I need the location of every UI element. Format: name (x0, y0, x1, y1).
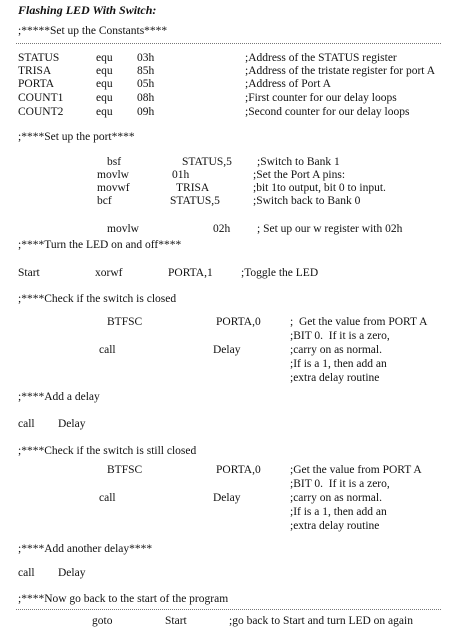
comment-check-switch-still: ;****Check if the switch is still closed (18, 445, 197, 457)
arg: PORTA,0 (216, 464, 261, 476)
instr: call (18, 418, 35, 430)
arg: Delay (213, 492, 241, 504)
const-comment: ;Address of the STATUS register (245, 52, 397, 64)
const-comment: ;Address of Port A (245, 78, 331, 90)
const-name: STATUS (18, 52, 60, 64)
instr: movwf (97, 182, 130, 194)
const-name: COUNT2 (18, 106, 64, 118)
comment-check-switch: ;****Check if the switch is closed (18, 293, 177, 305)
asm-comment: ;extra delay routine (290, 520, 380, 532)
arg: 02h (213, 223, 231, 235)
const-name: COUNT1 (18, 92, 64, 104)
asm-comment: ; Get the value from PORT A (290, 316, 428, 328)
const-op: equ (96, 65, 113, 77)
arg: PORTA,0 (216, 316, 261, 328)
const-value: 05h (137, 78, 155, 90)
instr: movlw (97, 169, 129, 181)
instr: bcf (97, 195, 112, 207)
comment-go-back: ;****Now go back to the start of the program (18, 593, 229, 605)
const-op: equ (96, 78, 113, 90)
asm-comment: ;bit 1to output, bit 0 to input. (253, 182, 386, 194)
const-value: 85h (137, 65, 155, 77)
comment-port: ;****Set up the port**** (18, 131, 135, 143)
const-comment: ;Address of the tristate register for port A (245, 65, 436, 77)
instr: call (99, 344, 116, 356)
const-value: 08h (137, 92, 155, 104)
instr: BTFSC (107, 464, 143, 476)
const-op: equ (96, 92, 113, 104)
const-op: equ (96, 52, 113, 64)
asm-comment: ;BIT 0. If it is a zero, (290, 478, 390, 490)
arg: PORTA,1 (168, 267, 213, 279)
comment-add-another-delay: ;****Add another delay**** (18, 543, 153, 555)
const-name: PORTA (18, 78, 55, 90)
arg: Delay (58, 567, 86, 579)
instr: goto (92, 615, 113, 627)
instr: xorwf (95, 267, 123, 279)
instr: movlw (107, 223, 139, 235)
asm-comment: ;Toggle the LED (241, 267, 319, 279)
const-name: TRISA (18, 65, 52, 77)
asm-label: Start (18, 267, 40, 279)
const-op: equ (96, 106, 113, 118)
instr: bsf (107, 156, 122, 168)
comment-turn-led: ;****Turn the LED on and off**** (18, 239, 182, 251)
const-value: 03h (137, 52, 155, 64)
comment-add-delay: ;****Add a delay (18, 391, 100, 403)
asm-comment: ;carry on as normal. (290, 344, 382, 356)
instr: BTFSC (107, 316, 143, 328)
arg: Delay (213, 344, 241, 356)
asm-comment: ;go back to Start and turn LED on again (229, 615, 413, 627)
asm-comment: ;extra delay routine (290, 372, 380, 384)
divider (16, 43, 441, 44)
arg: STATUS,5 (182, 156, 232, 168)
asm-comment: ;carry on as normal. (290, 492, 382, 504)
arg: TRISA (176, 182, 210, 194)
divider (16, 609, 441, 610)
asm-comment: ;Switch back to Bank 0 (253, 195, 361, 207)
page-title: Flashing LED With Switch: (18, 3, 157, 17)
arg: 01h (172, 169, 190, 181)
instr: call (18, 567, 35, 579)
asm-comment: ;BIT 0. If it is a zero, (290, 330, 390, 342)
asm-comment: ;If is a 1, then add an (290, 358, 387, 370)
instr: call (99, 492, 116, 504)
arg: Start (165, 615, 187, 627)
comment-constants: ;*****Set up the Constants**** (18, 25, 168, 37)
const-comment: ;Second counter for our delay loops (245, 106, 410, 118)
arg: Delay (58, 418, 86, 430)
asm-comment: ; Set up our w register with 02h (257, 223, 403, 235)
asm-comment: ;Get the value from PORT A (290, 464, 422, 476)
arg: STATUS,5 (170, 195, 220, 207)
asm-comment: ;Set the Port A pins: (253, 169, 346, 181)
asm-comment: ;If is a 1, then add an (290, 506, 387, 518)
const-comment: ;First counter for our delay loops (245, 92, 397, 104)
const-value: 09h (137, 106, 155, 118)
asm-comment: ;Switch to Bank 1 (257, 156, 340, 168)
